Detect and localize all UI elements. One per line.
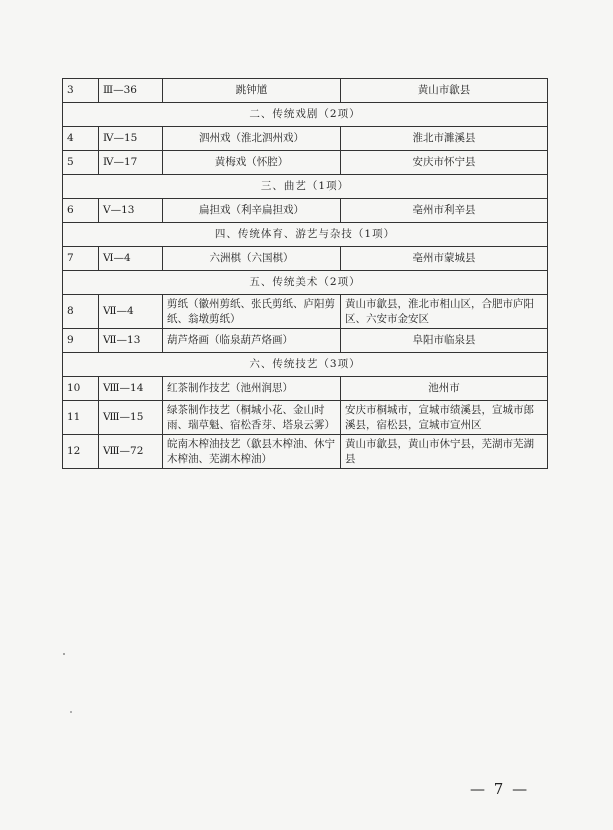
declaring-area: 黄山市歙县，黄山市休宁县，芜湖市芜湖县 [341,435,548,469]
table-row [63,127,548,151]
category-row [63,223,548,247]
category-label: 二、传统戏剧（2项） [63,103,548,127]
project-code: Ⅶ—13 [99,329,163,353]
row-number: 11 [63,401,99,435]
table-row [63,199,548,223]
project-code: Ⅷ—14 [99,377,163,401]
project-name: 绿茶制作技艺（桐城小花、金山时雨、瑞草魁、宿松香芽、塔泉云雾） [163,401,341,435]
project-code: Ⅶ—4 [99,295,163,329]
project-code: Ⅲ—36 [99,79,163,103]
table-row [63,401,548,435]
category-label: 三、曲艺（1项） [63,175,548,199]
table-row [63,295,548,329]
table-row [63,79,548,103]
project-name: 黄梅戏（怀腔） [163,151,341,175]
table-row [63,151,548,175]
heritage-list-table [62,78,548,469]
project-code: Ⅴ—13 [99,199,163,223]
table-body [63,79,548,469]
scan-speck [70,711,72,713]
declaring-area: 安庆市怀宁县 [341,151,548,175]
declaring-area: 黄山市歙县，淮北市相山区，合肥市庐阳区、六安市金安区 [341,295,548,329]
scan-speck [63,653,65,655]
category-row [63,175,548,199]
project-name: 红茶制作技艺（池州润思） [163,377,341,401]
category-row [63,103,548,127]
project-name: 葫芦烙画（临泉葫芦烙画） [163,329,341,353]
project-code: Ⅳ—17 [99,151,163,175]
declaring-area: 阜阳市临泉县 [341,329,548,353]
project-name: 跳钟馗 [163,79,341,103]
row-number: 12 [63,435,99,469]
category-row [63,353,548,377]
project-name: 六洲棋（六国棋） [163,247,341,271]
table-row [63,247,548,271]
table-row [63,377,548,401]
page-number: — 7 — [470,780,530,798]
row-number: 7 [63,247,99,271]
row-number: 3 [63,79,99,103]
row-number: 8 [63,295,99,329]
project-code: Ⅵ—4 [99,247,163,271]
project-name: 泗州戏（淮北泗州戏） [163,127,341,151]
table-row [63,329,548,353]
project-name: 剪纸（徽州剪纸、张氏剪纸、庐阳剪纸、翁墩剪纸） [163,295,341,329]
table-row [63,435,548,469]
project-name: 皖南木榨油技艺（歙县木榨油、休宁木榨油、芜湖木榨油） [163,435,341,469]
declaring-area: 淮北市濉溪县 [341,127,548,151]
declaring-area: 池州市 [341,377,548,401]
declaring-area: 安庆市桐城市，宣城市绩溪县，宣城市郎溪县，宿松县，宣城市宣州区 [341,401,548,435]
row-number: 9 [63,329,99,353]
project-code: Ⅷ—72 [99,435,163,469]
declaring-area: 亳州市利辛县 [341,199,548,223]
category-label: 四、传统体育、游艺与杂技（1项） [63,223,548,247]
project-code: Ⅳ—15 [99,127,163,151]
category-row [63,271,548,295]
project-name: 扁担戏（利辛扁担戏） [163,199,341,223]
declaring-area: 亳州市蒙城县 [341,247,548,271]
category-label: 五、传统美术（2项） [63,271,548,295]
row-number: 10 [63,377,99,401]
row-number: 6 [63,199,99,223]
row-number: 4 [63,127,99,151]
category-label: 六、传统技艺（3项） [63,353,548,377]
row-number: 5 [63,151,99,175]
declaring-area: 黄山市歙县 [341,79,548,103]
project-code: Ⅷ—15 [99,401,163,435]
